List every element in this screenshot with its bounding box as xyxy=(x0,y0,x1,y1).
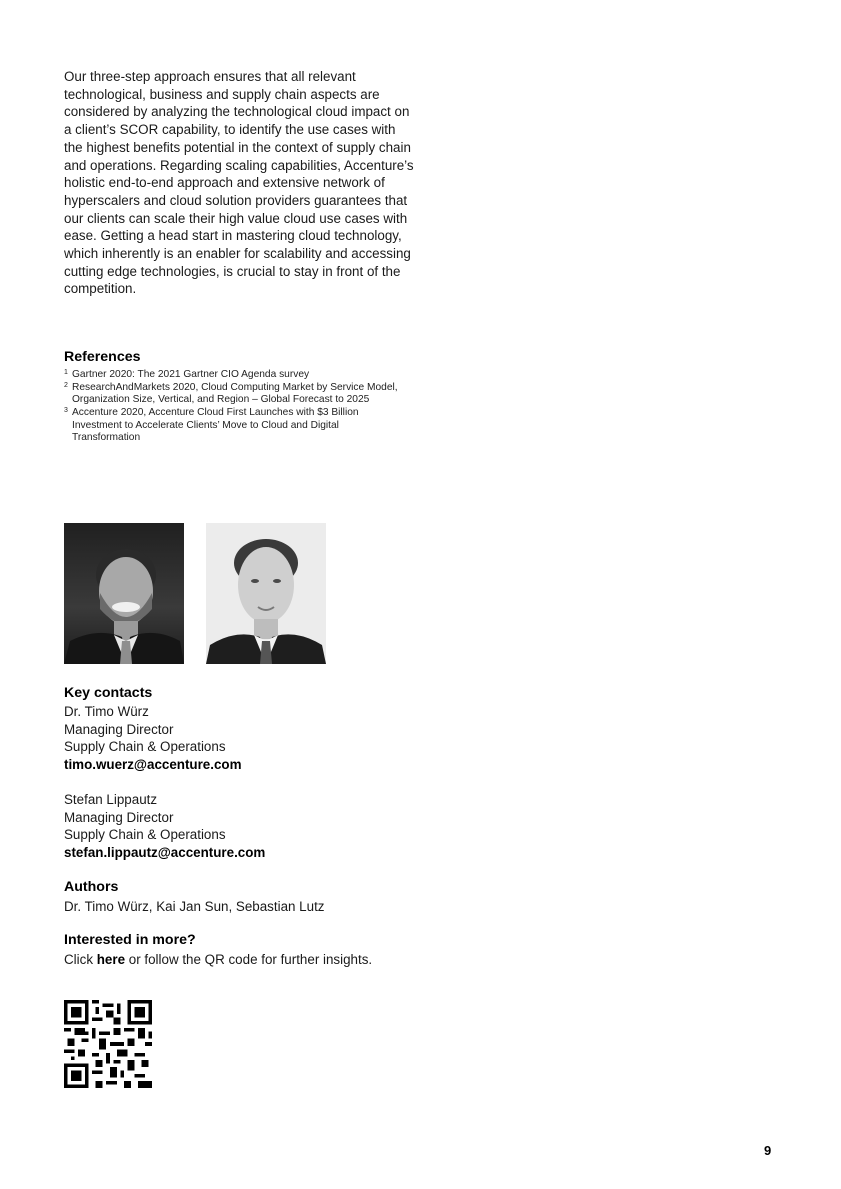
here-link[interactable]: here xyxy=(96,952,126,967)
reference-text: Gartner 2020: The 2021 Gartner CIO Agenda survey xyxy=(72,369,310,380)
more-suffix: or follow the QR code for further insights. xyxy=(125,952,373,967)
contact-email-link[interactable]: timo.wuerz@accenture.com xyxy=(64,757,242,773)
more-heading: Interested in more? xyxy=(64,932,196,948)
authors-names: Dr. Timo Würz, Kai Jan Sun, Sebastian Lutz xyxy=(64,899,325,914)
reference-item xyxy=(64,382,404,407)
reference-text: Accenture 2020, Accenture Cloud First Launches with $3 Billion Investment to Accelerate Clients’ Move to Cloud and Digital Transformation xyxy=(72,407,359,444)
reference-number: 2 xyxy=(64,381,68,389)
reference-item xyxy=(64,407,404,444)
contact-department: Supply Chain & Operations xyxy=(64,739,226,755)
reference-item xyxy=(64,369,404,381)
contact-name: Dr. Timo Würz xyxy=(64,704,149,719)
reference-number: 3 xyxy=(64,407,68,415)
qr-code-icon[interactable] xyxy=(64,1000,152,1088)
contact-name: Stefan Lippautz xyxy=(64,792,158,807)
contact-photos xyxy=(64,523,327,664)
reference-text: ResearchAndMarkets 2020, Cloud Computing Market by Service Model, Organization Size, Vertical, and Region – Global Forecast to 2025 xyxy=(72,381,398,406)
contact-email-link[interactable]: stefan.lippautz@accenture.com xyxy=(64,845,266,861)
contact-card xyxy=(64,703,424,774)
more-prefix: Click xyxy=(64,952,97,967)
contact-department: Supply Chain & Operations xyxy=(64,827,226,843)
authors-heading: Authors xyxy=(64,879,119,895)
reference-number: 1 xyxy=(64,369,68,376)
more-text xyxy=(64,951,424,969)
contact-card xyxy=(64,791,424,862)
contact-role: Managing Director xyxy=(64,721,174,737)
page-number: 9 xyxy=(764,1143,772,1158)
intro-paragraph: Our three-step approach ensures that all relevant technological, business and supply chain aspects are considered by analyzing the technological cloud impact on a client’s SCOR capability, to identify the use cases with the highest benefits potential in the context of supply chain and operations. Regarding scaling capabilities, Accenture’s holistic end-to-end approach and extensive network of hyperscalers and cloud solution providers guarantees that our clients can scale their high value cloud use cases with ease. Getting a head start in mastering cloud technology, which inherently is an enabler for scalability and accessing cutting edge technologies, is crucial to stay in front of the competition. xyxy=(64,69,414,297)
references-list xyxy=(64,369,404,445)
portrait-photo-timo-wuerz xyxy=(64,523,184,664)
key-contacts-heading: Key contacts xyxy=(64,685,153,701)
contact-role: Managing Director xyxy=(64,809,174,825)
portrait-photo-stefan-lippautz xyxy=(206,523,326,664)
references-heading: References xyxy=(64,349,141,365)
